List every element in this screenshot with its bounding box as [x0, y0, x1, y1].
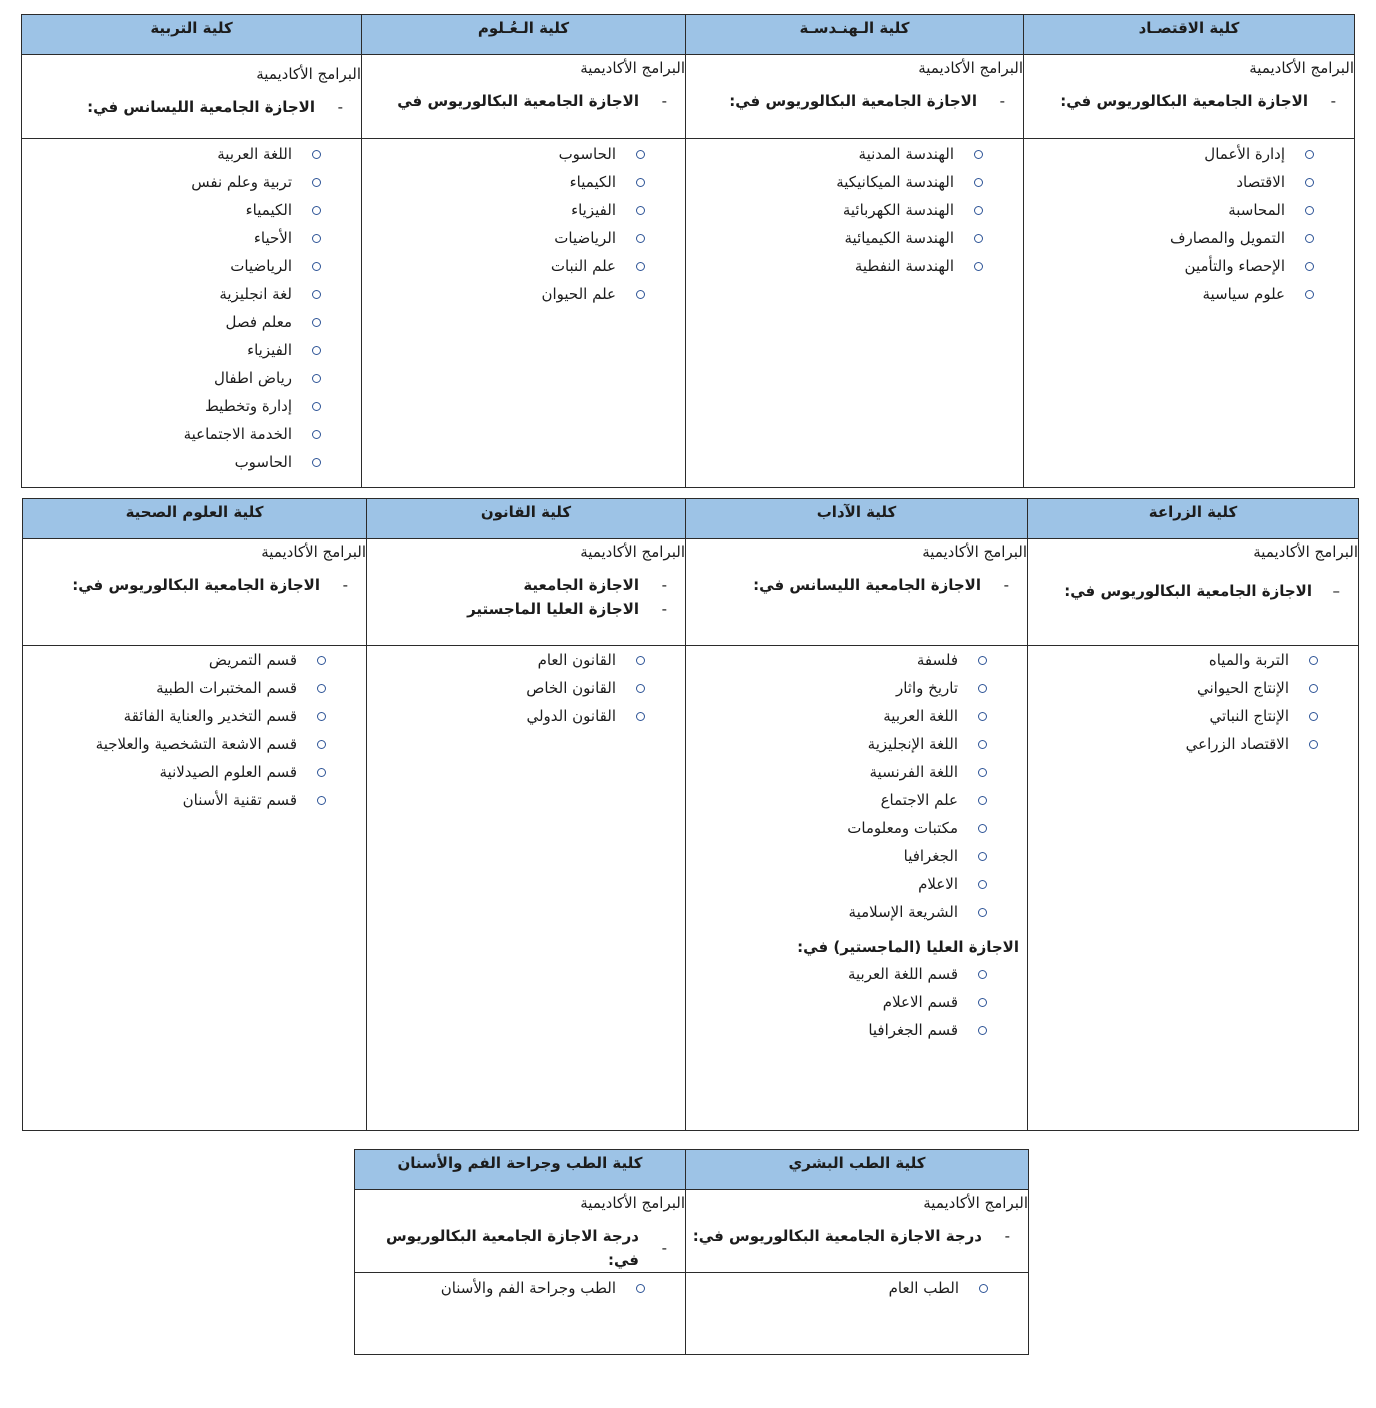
college-education-intro [22, 55, 362, 139]
circle-bullet-icon [1305, 262, 1314, 271]
degree-text: الاجازة الجامعية البكالوريوس في: [729, 92, 977, 110]
circle-bullet-icon [974, 234, 983, 243]
degree-text: درجة الاجازة الجامعية البكالوريوس في: [385, 1227, 639, 1269]
circle-bullet-icon [1309, 656, 1318, 665]
list-item: الخدمة الاجتماعية [22, 420, 361, 448]
circle-bullet-icon [978, 768, 987, 777]
college-science-programs [362, 139, 686, 488]
circle-bullet-icon [636, 290, 645, 299]
circle-bullet-icon [312, 178, 321, 187]
circle-bullet-icon [317, 740, 326, 749]
program-list [686, 1274, 1028, 1302]
circle-bullet-icon [317, 712, 326, 721]
circle-bullet-icon [1305, 290, 1314, 299]
circle-bullet-icon [1305, 234, 1314, 243]
programs-label: البرامج الأكاديمية [922, 543, 1027, 561]
circle-bullet-icon [1305, 206, 1314, 215]
college-medicine-intro [686, 1190, 1029, 1273]
college-arts-header: كلية الآداب [686, 499, 1028, 539]
list-item: قسم التخدير والعناية الفائقة [23, 702, 366, 730]
programs-label: البرامج الأكاديمية [580, 59, 685, 77]
program-list [23, 646, 366, 814]
degree-text: الاجازة العليا الماجستير [467, 600, 639, 618]
college-medicine-header: كلية الطب البشري [686, 1150, 1029, 1190]
circle-bullet-icon [978, 998, 987, 1007]
list-item: علم الحيوان [362, 280, 685, 308]
circle-bullet-icon [974, 206, 983, 215]
college-dentistry-intro [355, 1190, 686, 1273]
list-item: المحاسبة [1024, 196, 1354, 224]
degree-line: - درجة الاجازة الجامعية البكالوريوس في: [355, 1224, 685, 1272]
circle-bullet-icon [974, 262, 983, 271]
college-engineering-programs [686, 139, 1024, 488]
circle-bullet-icon [312, 262, 321, 271]
college-law-header: كلية القانون [367, 499, 686, 539]
degree-line: - الاجازة العليا الماجستير [367, 597, 685, 621]
college-agriculture-programs [1028, 646, 1359, 1131]
list-item: الهندسة الميكانيكية [686, 168, 1023, 196]
circle-bullet-icon [1309, 712, 1318, 721]
circle-bullet-icon [636, 234, 645, 243]
circle-bullet-icon [312, 290, 321, 299]
list-item: مكتبات ومعلومات [686, 814, 1027, 842]
list-item: علم الاجتماع [686, 786, 1027, 814]
circle-bullet-icon [1305, 150, 1314, 159]
college-arts-intro [686, 539, 1028, 646]
college-health-intro [23, 539, 367, 646]
circle-bullet-icon [978, 712, 987, 721]
college-economics-programs [1024, 139, 1355, 488]
program-list [367, 646, 685, 730]
college-education-header: كلية التربية [22, 15, 362, 55]
list-item: الفيزياء [22, 336, 361, 364]
circle-bullet-icon [978, 796, 987, 805]
list-item: الرياضيات [22, 252, 361, 280]
list-item: إدارة الأعمال [1024, 140, 1354, 168]
list-item: الرياضيات [362, 224, 685, 252]
circle-bullet-icon [978, 684, 987, 693]
list-item: الهندسة الكهربائية [686, 196, 1023, 224]
list-item: قسم الجغرافيا [686, 1016, 1027, 1044]
programs-label: البرامج الأكاديمية [256, 65, 361, 83]
masters-list [686, 960, 1027, 1044]
list-item: علم النبات [362, 252, 685, 280]
list-item: فلسفة [686, 646, 1027, 674]
college-engineering-header: كلية الـهنـدسـة [686, 15, 1024, 55]
college-law-intro [367, 539, 686, 646]
circle-bullet-icon [312, 402, 321, 411]
college-law-programs [367, 646, 686, 1131]
list-item: الاقتصاد [1024, 168, 1354, 196]
circle-bullet-icon [312, 318, 321, 327]
list-item: قسم اللغة العربية [686, 960, 1027, 988]
list-item: التمويل والمصارف [1024, 224, 1354, 252]
circle-bullet-icon [312, 234, 321, 243]
degree-line: - الاجازة الجامعية [367, 573, 685, 597]
list-item: الطب وجراحة الفم والأسنان [355, 1274, 685, 1302]
circle-bullet-icon [312, 458, 321, 467]
programs-label: البرامج الأكاديمية [1253, 543, 1358, 561]
list-item: الطب العام [686, 1274, 1028, 1302]
circle-bullet-icon [312, 374, 321, 383]
list-item: القانون العام [367, 646, 685, 674]
circle-bullet-icon [978, 740, 987, 749]
college-engineering-intro [686, 55, 1024, 139]
list-item: إدارة وتخطيط [22, 392, 361, 420]
circle-bullet-icon [974, 150, 983, 159]
degree-line: - درجة الاجازة الجامعية البكالوريوس في: [686, 1224, 1028, 1248]
college-education-programs [22, 139, 362, 488]
list-item: الهندسة النفطية [686, 252, 1023, 280]
masters-heading: الاجازة العليا (الماجستير) في: [797, 938, 1019, 956]
list-item: قسم تقنية الأسنان [23, 786, 366, 814]
list-item: الشريعة الإسلامية [686, 898, 1027, 926]
circle-bullet-icon [312, 206, 321, 215]
degree-line: - الاجازة الجامعية الليسانس في: [686, 573, 1027, 597]
circle-bullet-icon [636, 262, 645, 271]
degree-line: - الاجازة الجامعية البكالوريوس في: [686, 89, 1023, 113]
list-item: القانون الدولي [367, 702, 685, 730]
program-list [362, 140, 685, 308]
circle-bullet-icon [636, 178, 645, 187]
circle-bullet-icon [317, 768, 326, 777]
circle-bullet-icon [978, 656, 987, 665]
list-item: الإنتاج النباتي [1028, 702, 1358, 730]
programs-label: البرامج الأكاديمية [918, 59, 1023, 77]
list-item: قسم الاشعة التشخصية والعلاجية [23, 730, 366, 758]
circle-bullet-icon [636, 656, 645, 665]
college-agriculture-intro [1028, 539, 1359, 646]
list-item: الحاسوب [362, 140, 685, 168]
circle-bullet-icon [1309, 684, 1318, 693]
list-item: الهندسة المدنية [686, 140, 1023, 168]
programs-label: البرامج الأكاديمية [1249, 59, 1354, 77]
list-item: علوم سياسية [1024, 280, 1354, 308]
circle-bullet-icon [636, 684, 645, 693]
list-item: الكيمياء [22, 196, 361, 224]
college-economics-header: كلية الاقتصـاد [1024, 15, 1355, 55]
list-item: الفيزياء [362, 196, 685, 224]
circle-bullet-icon [1305, 178, 1314, 187]
circle-bullet-icon [312, 430, 321, 439]
program-list [1028, 646, 1358, 758]
degree-line: - الاجازة الجامعية الليسانس في: [22, 95, 361, 119]
degree-text: الاجازة الجامعية البكالوريوس في: [1060, 92, 1308, 110]
list-item: الإحصاء والتأمين [1024, 252, 1354, 280]
circle-bullet-icon [974, 178, 983, 187]
degree-line: – الاجازة الجامعية البكالوريوس في: [1028, 579, 1358, 603]
list-item: التربة والمياه [1028, 646, 1358, 674]
list-item: رياض اطفال [22, 364, 361, 392]
degree-text: الاجازة الجامعية [523, 576, 639, 594]
degree-line: - الاجازة الجامعية البكالوريوس في [362, 89, 685, 113]
table-faculties-2 [22, 498, 1359, 1131]
circle-bullet-icon [978, 1026, 987, 1035]
list-item: تاريخ واثار [686, 674, 1027, 702]
list-item: اللغة الإنجليزية [686, 730, 1027, 758]
degree-text: الاجازة الجامعية البكالوريوس في: [1064, 582, 1312, 600]
circle-bullet-icon [317, 656, 326, 665]
program-list [686, 646, 1027, 926]
list-item: تربية وعلم نفس [22, 168, 361, 196]
table-faculties-3 [354, 1149, 1029, 1355]
list-item: الكيمياء [362, 168, 685, 196]
college-health-programs [23, 646, 367, 1131]
list-item: قسم الاعلام [686, 988, 1027, 1016]
programs-label: البرامج الأكاديمية [261, 543, 366, 561]
circle-bullet-icon [636, 1284, 645, 1293]
circle-bullet-icon [978, 824, 987, 833]
list-item: الإنتاج الحيواني [1028, 674, 1358, 702]
college-dentistry-programs [355, 1273, 686, 1355]
list-item: اللغة الفرنسية [686, 758, 1027, 786]
circle-bullet-icon [312, 150, 321, 159]
program-list [686, 140, 1023, 280]
list-item: اللغة العربية [22, 140, 361, 168]
circle-bullet-icon [317, 684, 326, 693]
list-item: قسم المختبرات الطبية [23, 674, 366, 702]
circle-bullet-icon [636, 712, 645, 721]
list-item: قسم التمريض [23, 646, 366, 674]
college-economics-intro [1024, 55, 1355, 139]
circle-bullet-icon [312, 346, 321, 355]
programs-label: البرامج الأكاديمية [923, 1194, 1028, 1212]
circle-bullet-icon [1309, 740, 1318, 749]
list-item: الحاسوب [22, 448, 361, 476]
program-list [22, 140, 361, 476]
list-item: معلم فصل [22, 308, 361, 336]
list-item: اللغة العربية [686, 702, 1027, 730]
circle-bullet-icon [979, 1284, 988, 1293]
list-item: الأحياء [22, 224, 361, 252]
degree-line: - الاجازة الجامعية البكالوريوس في: [23, 573, 366, 597]
degree-text: الاجازة الجامعية الليسانس في: [87, 98, 315, 116]
degree-text: درجة الاجازة الجامعية البكالوريوس في: [692, 1227, 982, 1245]
list-item: الهندسة الكيميائية [686, 224, 1023, 252]
list-item: القانون الخاص [367, 674, 685, 702]
circle-bullet-icon [978, 880, 987, 889]
list-item: الاعلام [686, 870, 1027, 898]
circle-bullet-icon [636, 150, 645, 159]
college-medicine-programs [686, 1273, 1029, 1355]
table-faculties-1 [21, 14, 1355, 488]
circle-bullet-icon [978, 852, 987, 861]
degree-text: الاجازة الجامعية الليسانس في: [753, 576, 981, 594]
college-arts-programs [686, 646, 1028, 1131]
college-agriculture-header: كلية الزراعة [1028, 499, 1359, 539]
programs-label: البرامج الأكاديمية [580, 543, 685, 561]
college-science-header: كلية الـعُـلوم [362, 15, 686, 55]
college-science-intro [362, 55, 686, 139]
circle-bullet-icon [317, 796, 326, 805]
program-list [1024, 140, 1354, 308]
circle-bullet-icon [978, 970, 987, 979]
circle-bullet-icon [978, 908, 987, 917]
degree-text: الاجازة الجامعية البكالوريوس في: [72, 576, 320, 594]
list-item: قسم العلوم الصيدلانية [23, 758, 366, 786]
circle-bullet-icon [636, 206, 645, 215]
college-health-header: كلية العلوم الصحية [23, 499, 367, 539]
college-dentistry-header: كلية الطب وجراحة الفم والأسنان [355, 1150, 686, 1190]
list-item: لغة انجليزية [22, 280, 361, 308]
list-item: الاقتصاد الزراعي [1028, 730, 1358, 758]
program-list [355, 1274, 685, 1302]
list-item: الجغرافيا [686, 842, 1027, 870]
programs-label: البرامج الأكاديمية [580, 1194, 685, 1212]
degree-line: - الاجازة الجامعية البكالوريوس في: [1024, 89, 1354, 113]
degree-text: الاجازة الجامعية البكالوريوس في [397, 92, 639, 110]
